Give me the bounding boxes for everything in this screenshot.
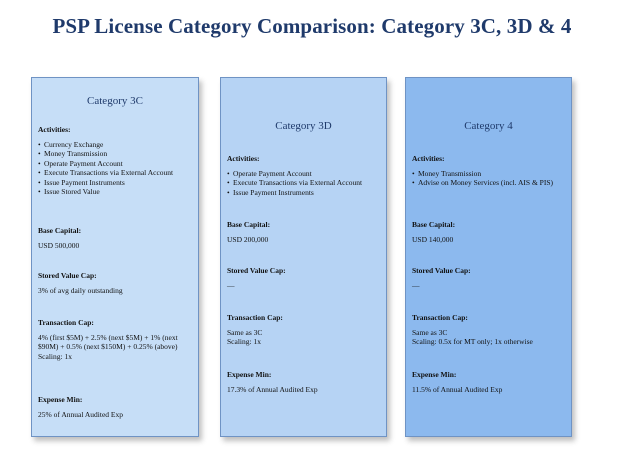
transaction-cap-label: Transaction Cap: xyxy=(227,313,283,322)
activities-label: Activities: xyxy=(38,125,71,134)
base-capital-section xyxy=(227,220,380,244)
base-capital-section xyxy=(412,220,565,244)
activities-label: Activities: xyxy=(227,154,260,163)
expense-min-section xyxy=(227,370,380,394)
category-3d-card xyxy=(220,77,387,437)
list-item: • Issue Payment Instruments xyxy=(38,178,192,188)
stored-value-cap-value: 3% of avg daily outstanding xyxy=(38,285,123,295)
transaction-cap-section xyxy=(38,318,192,361)
stored-value-cap-value: — xyxy=(412,280,420,290)
base-capital-value: USD 500,000 xyxy=(38,240,80,250)
category-4-card xyxy=(405,77,572,437)
activities-list xyxy=(227,169,380,198)
stored-value-cap-value: — xyxy=(227,280,235,290)
list-item: • Execute Transactions via External Account xyxy=(227,178,380,188)
stored-value-cap-section xyxy=(412,266,565,290)
page-title: PSP License Category Comparison: Category 3C, 3D & 4 xyxy=(52,14,572,38)
expense-min-section xyxy=(38,395,192,419)
stored-value-cap-label: Stored Value Cap: xyxy=(38,271,97,280)
transaction-cap-section xyxy=(412,313,565,347)
list-item: • Currency Exchange xyxy=(38,140,192,150)
scaling-value: Scaling: 0.5x for MT only; 1x otherwise xyxy=(412,337,533,346)
base-capital-value: USD 140,000 xyxy=(412,234,454,244)
base-capital-label: Base Capital: xyxy=(227,220,271,229)
base-capital-label: Base Capital: xyxy=(38,226,82,235)
activities-list xyxy=(38,140,192,197)
list-item: • Advise on Money Services (incl. AIS & PIS) xyxy=(412,178,565,188)
stored-value-cap-label: Stored Value Cap: xyxy=(227,266,286,275)
activities-section xyxy=(38,125,192,197)
expense-min-label: Expense Min: xyxy=(412,370,457,379)
base-capital-section xyxy=(38,226,192,250)
card-title: Category 3D xyxy=(275,120,332,132)
stored-value-cap-section xyxy=(38,271,192,295)
list-item: • Execute Transactions via External Account xyxy=(38,168,192,178)
expense-min-section xyxy=(412,370,565,394)
base-capital-label: Base Capital: xyxy=(412,220,456,229)
activities-list xyxy=(412,169,565,188)
activities-section xyxy=(412,154,565,188)
category-3c-card xyxy=(31,77,199,437)
expense-min-value: 11.5% of Annual Audited Exp xyxy=(412,384,503,394)
transaction-cap-value: Same as 3C xyxy=(412,327,448,337)
card-title: Category 3C xyxy=(87,95,143,107)
card-title: Category 4 xyxy=(464,120,513,132)
scaling-value: Scaling: 1x xyxy=(38,351,72,361)
expense-min-label: Expense Min: xyxy=(38,395,83,404)
activities-section xyxy=(227,154,380,197)
transaction-cap-value: Same as 3C xyxy=(227,327,263,337)
list-item: • Operate Payment Account xyxy=(38,159,192,169)
base-capital-value: USD 200,000 xyxy=(227,234,269,244)
list-item: • Issue Payment Instruments xyxy=(227,188,380,198)
transaction-cap-label: Transaction Cap: xyxy=(38,318,94,327)
expense-min-label: Expense Min: xyxy=(227,370,272,379)
expense-min-value: 25% of Annual Audited Exp xyxy=(38,409,123,419)
list-item: • Issue Stored Value xyxy=(38,187,192,197)
list-item: • Money Transmission xyxy=(38,149,192,159)
stored-value-cap-label: Stored Value Cap: xyxy=(412,266,471,275)
expense-min-value: 17.3% of Annual Audited Exp xyxy=(227,384,318,394)
transaction-cap-value: 4% (first $5M) + 2.5% (next $5M) + 1% (next $90M) + 0.5% (next $150M) + 0.25% (above) xyxy=(38,332,178,351)
stored-value-cap-section xyxy=(227,266,380,290)
scaling-value: Scaling: 1x xyxy=(227,337,261,346)
transaction-cap-label: Transaction Cap: xyxy=(412,313,468,322)
list-item: • Operate Payment Account xyxy=(227,169,380,179)
transaction-cap-section xyxy=(227,313,380,347)
list-item: • Money Transmission xyxy=(412,169,565,179)
activities-label: Activities: xyxy=(412,154,445,163)
